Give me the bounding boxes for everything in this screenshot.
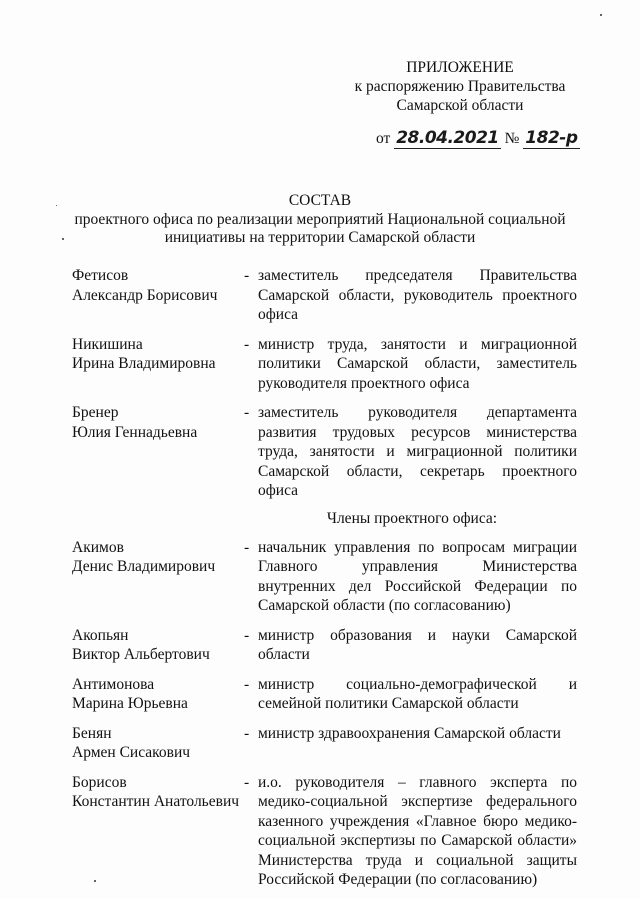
roster-row bbox=[72, 403, 577, 501]
appendix-line-3: Самарской области bbox=[396, 97, 524, 114]
person-role: заместитель председателя Правительства Самарской области, руководитель проектного офиса bbox=[258, 267, 577, 323]
person-given-names: Юлия Геннадьевна bbox=[72, 423, 198, 441]
person-role: и.о. руководителя – главного эксперта по медико-социальной экспертизе федерального казенного учреждения «Главное бюро медико-социальной экспертизы по Самарской области» Министерства труда и социальной защиты Российской Федерации (по согласованию) bbox=[258, 773, 577, 888]
person-name bbox=[72, 335, 244, 394]
person-role: начальник управления по вопросам миграции Главного управления Министерства внутренних дел Российской Федерации по Самарской области (по согласованию) bbox=[258, 538, 577, 614]
scan-speck bbox=[600, 14, 602, 16]
person-surname: Бенян bbox=[72, 724, 112, 742]
roster-row bbox=[72, 626, 577, 665]
dash-separator: - bbox=[244, 773, 250, 791]
roster-row bbox=[72, 538, 577, 616]
roster bbox=[72, 266, 577, 890]
document-heading bbox=[40, 192, 600, 247]
heading-subtitle-line-2: инициативы на территории Самарской области bbox=[164, 229, 476, 246]
dash-separator: - bbox=[244, 675, 250, 693]
order-number-handwritten: 182-р bbox=[525, 128, 578, 148]
roster-row bbox=[72, 773, 577, 890]
person-surname: Борисов bbox=[72, 773, 127, 791]
appendix-title: ПРИЛОЖЕНИЕ bbox=[406, 59, 514, 76]
appendix-line-2: к распоряжению Правительства bbox=[354, 78, 566, 95]
person-name bbox=[72, 675, 244, 714]
roster-row bbox=[72, 266, 577, 325]
person-given-names: Армен Сисакович bbox=[72, 744, 191, 761]
scan-speck bbox=[56, 205, 57, 206]
person-name bbox=[72, 403, 244, 501]
person-given-names: Александр Борисович bbox=[72, 286, 218, 304]
person-surname: Фетисов bbox=[72, 267, 129, 284]
person-name bbox=[72, 626, 244, 665]
scan-speck bbox=[94, 880, 96, 882]
dash-separator: - bbox=[244, 626, 250, 644]
person-name bbox=[72, 266, 244, 325]
heading-title: СОСТАВ bbox=[288, 192, 352, 209]
roster-row bbox=[72, 675, 577, 714]
order-date-handwritten: 28.04.2021 bbox=[396, 128, 499, 148]
order-from-label: от bbox=[376, 130, 391, 147]
person-surname: Бренер bbox=[72, 404, 119, 421]
person-surname: Акимов bbox=[72, 538, 124, 556]
person-given-names: Виктор Альбертович bbox=[72, 646, 210, 663]
person-surname: Акопьян bbox=[72, 626, 129, 644]
roster-row bbox=[72, 335, 577, 394]
order-date-number bbox=[376, 128, 580, 149]
order-number-label: № bbox=[504, 130, 520, 147]
roster-row bbox=[72, 724, 577, 763]
heading-subtitle-line-1: проектного офиса по реализации мероприятий Национальной социальной bbox=[74, 211, 566, 228]
person-given-names: Константин Анатольевич bbox=[72, 793, 240, 810]
person-given-names: Ирина Владимировна bbox=[72, 355, 216, 372]
person-role: заместитель руководителя департамента развития трудовых ресурсов министерства труда, занятости и миграционной политики Самарской области, секретарь проектного офиса bbox=[258, 404, 577, 499]
members-section-label: Члены проектного офиса: bbox=[326, 509, 498, 527]
appendix-header bbox=[300, 58, 620, 115]
dash-separator: - bbox=[244, 267, 250, 284]
dash-separator: - bbox=[244, 404, 250, 421]
person-role: министр здравоохранения Самарской области bbox=[258, 724, 561, 742]
person-role: министр труда, занятости и миграционной политики Самарской области, заместитель руководителя проектного офиса bbox=[258, 335, 577, 392]
person-given-names: Денис Владимирович bbox=[72, 558, 216, 575]
person-given-names: Марина Юрьевна bbox=[72, 695, 188, 712]
person-surname: Антимонова bbox=[72, 675, 155, 693]
scan-speck bbox=[62, 238, 64, 240]
dash-separator: - bbox=[244, 538, 250, 556]
person-name bbox=[72, 724, 244, 763]
dash-separator: - bbox=[244, 724, 250, 742]
dash-separator: - bbox=[244, 335, 250, 353]
person-role: министр образования и науки Самарской области bbox=[258, 626, 577, 663]
person-name bbox=[72, 773, 244, 890]
person-name bbox=[72, 538, 244, 616]
person-surname: Никишина bbox=[72, 335, 143, 353]
person-role: министр социально-демографической и семейной политики Самарской области bbox=[258, 675, 577, 712]
